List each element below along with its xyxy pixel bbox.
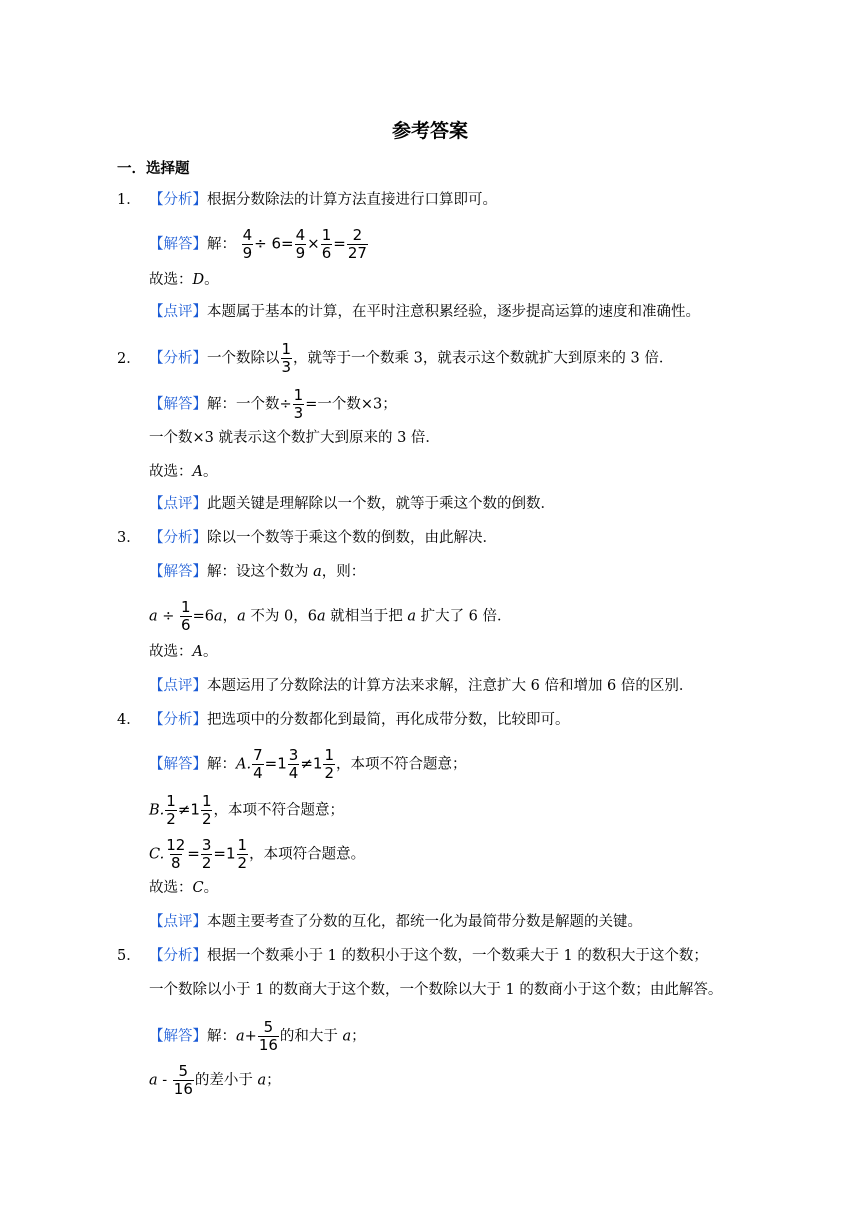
q2-analysis: 2． 【分析】一个数除以 $\frac{1}{3}$ ，就等于一个数乘 3，就表示这个数就扩大到原来的 3 倍． xyxy=(117,340,674,376)
q4-answer: 【解答】解：A. $\frac{7}{4}$ =1 $\frac{3}{4}$ ≠1 $\frac{1}{2}$ ，本项不符合题意； xyxy=(149,746,467,782)
q4-analysis: 4． 【分析】把选项中的分数都化到最简，再化成带分数，比较即可。 xyxy=(117,712,570,728)
fraction: $\frac{1}{3}$ xyxy=(281,340,292,376)
q2-comment: 【点评】此题关键是理解除以一个数，就等于乘这个数的倒数． xyxy=(149,496,555,512)
q2-choice: 故选：A。 xyxy=(149,464,218,480)
q5-analysis: 5． 【分析】根据一个数乘小于 1 的数积小于这个数，一个数乘大于 1 的数积大于这个数； xyxy=(117,948,708,964)
comment-tag: 【点评】 xyxy=(149,678,207,694)
answer-tag: 【解答】 xyxy=(149,1028,207,1045)
q5-line2: a - $\frac{5}{16}$ 的差小于 a； xyxy=(149,1062,281,1098)
q3-answer: 【解答】解：设这个数为 a，则： xyxy=(149,564,366,580)
analysis-tag: 【分析】 xyxy=(149,530,207,546)
fraction: $\frac{1}{2}$ xyxy=(166,792,176,828)
q1-answer: 【解答】解： $\frac{4}{9}$ ÷ 6= $\frac{4}{9}$ × $\frac{1}{6}$ = $\frac{2}{27}$ xyxy=(149,226,367,262)
fraction: $\frac{5}{16}$ xyxy=(173,1062,193,1098)
q1-comment: 【点评】本题属于基本的计算，在平时注意积累经验，逐步提高运算的速度和准确性。 xyxy=(149,304,700,320)
fraction: $\frac{1}{2}$ xyxy=(324,746,334,782)
fraction: $\frac{12}{8}$ xyxy=(166,836,186,872)
q3-choice: 故选：A。 xyxy=(149,644,218,660)
analysis-tag: 【分析】 xyxy=(149,350,207,367)
answer-tag: 【解答】 xyxy=(149,564,207,580)
fraction: $\frac{3}{2}$ xyxy=(201,836,212,872)
fraction: $\frac{4}{9}$ xyxy=(242,226,253,262)
q4-comment: 【点评】本题主要考查了分数的互化，都统一化为最简带分数是解题的关键。 xyxy=(149,914,642,930)
fraction: $\frac{7}{4}$ xyxy=(253,746,263,782)
comment-tag: 【点评】 xyxy=(149,496,207,512)
question-number: 4． xyxy=(117,712,141,728)
fraction: $\frac{3}{4}$ xyxy=(288,746,299,782)
question-number: 3． xyxy=(117,530,141,546)
page-title: 参考答案 xyxy=(391,120,468,142)
question-number: 1． xyxy=(117,192,141,208)
fraction: $\frac{1}{6}$ xyxy=(321,226,332,262)
q2-answer: 【解答】解：一个数÷ $\frac{1}{3}$ =一个数×3； xyxy=(149,386,397,422)
q3-analysis: 3． 【分析】除以一个数等于乘这个数的倒数，由此解决． xyxy=(117,530,497,546)
q4-option-c: C. $\frac{12}{8}$ = $\frac{3}{2}$ =1 $\frac{1}{2}$ ，本项符合题意。 xyxy=(149,836,366,872)
q5-answer: 【解答】解：a+ $\frac{5}{16}$ 的和大于 a； xyxy=(149,1018,366,1054)
q1-analysis xyxy=(117,190,497,210)
analysis-text: 根据分数除法的计算方法直接进行口算即可。 xyxy=(207,192,497,208)
q5-analysis-line2: 一个数除以小于 1 的数商大于这个数，一个数除以大于 1 的数商小于这个数；由此解答。 xyxy=(149,982,723,998)
fraction: $\frac{2}{27}$ xyxy=(347,226,367,262)
q4-choice: 故选：C。 xyxy=(149,880,219,896)
q3-line2: a ÷ $\frac{1}{6}$ =6a，a 不为 0，6a 就相当于把 a 扩大了 6 倍． xyxy=(149,598,512,634)
section-heading: 一．选择题 xyxy=(117,160,190,177)
fraction: $\frac{1}{3}$ xyxy=(293,386,304,422)
q3-comment: 【点评】本题运用了分数除法的计算方法来求解，注意扩大 6 倍和增加 6 倍的区别． xyxy=(149,678,694,694)
question-number: 2． xyxy=(117,350,141,367)
answer-tag: 【解答】 xyxy=(149,236,207,253)
answer-tag: 【解答】 xyxy=(149,756,207,773)
analysis-tag: 【分析】 xyxy=(149,192,207,208)
q2-line2: 一个数×3 就表示这个数扩大到原来的 3 倍． xyxy=(149,430,440,446)
comment-tag: 【点评】 xyxy=(149,914,207,930)
answer-tag: 【解答】 xyxy=(149,396,207,413)
fraction: $\frac{1}{2}$ xyxy=(237,836,248,872)
question-number: 5． xyxy=(117,948,141,964)
fraction: $\frac{5}{16}$ xyxy=(258,1018,278,1054)
q4-option-b: B. $\frac{1}{2}$ ≠1 $\frac{1}{2}$ ，本项不符合题意； xyxy=(149,792,344,828)
analysis-tag: 【分析】 xyxy=(149,712,207,728)
comment-tag: 【点评】 xyxy=(149,304,207,320)
fraction: $\frac{1}{2}$ xyxy=(201,792,212,828)
analysis-tag: 【分析】 xyxy=(149,948,207,964)
fraction: $\frac{1}{6}$ xyxy=(181,598,191,634)
q1-choice: 故选：D。 xyxy=(149,272,219,288)
fraction: $\frac{4}{9}$ xyxy=(295,226,306,262)
